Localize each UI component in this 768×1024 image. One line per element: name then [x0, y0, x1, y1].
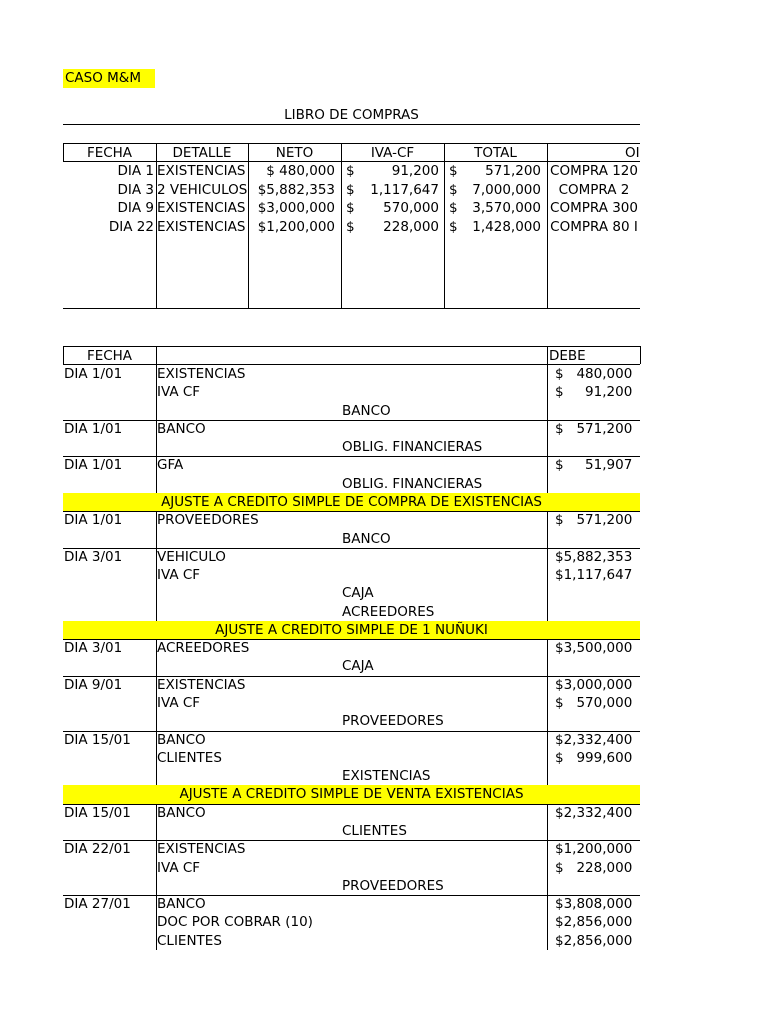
entry-date: DIA 1/01	[64, 512, 123, 529]
adjustment-note: AJUSTE A CREDITO SIMPLE DE 1 NUÑUKI	[215, 621, 488, 638]
debit-account: CLIENTES	[157, 749, 222, 766]
purchase-net: $ 480,000	[266, 163, 335, 179]
purchase-vat-symbol: $	[346, 200, 355, 216]
debit-account: IVA CF	[157, 859, 201, 876]
debit-account: IVA CF	[157, 567, 201, 584]
debit-account: BANCO	[157, 896, 206, 913]
purchase-total: 7,000,000	[472, 181, 541, 198]
debit-account: IVA CF	[157, 384, 201, 401]
debit-amount: $1,200,000	[555, 841, 633, 858]
debit-account: PROVEEDORES	[157, 512, 259, 529]
credit-account: PROVEEDORES	[342, 713, 444, 730]
column-header: OI	[625, 144, 640, 161]
debit-amount: $ 571,200	[555, 420, 633, 437]
debit-amount: $1,117,647	[555, 567, 633, 584]
case-title: CASO M&M	[65, 70, 141, 86]
journal-col-divider	[547, 346, 548, 950]
debit-account: VEHICULO	[157, 548, 226, 565]
purchase-observation: COMPRA 300	[550, 200, 638, 216]
debit-amount: $3,808,000	[555, 896, 633, 913]
debit-account: EXISTENCIAS	[157, 366, 246, 382]
journal-header-right	[640, 346, 641, 364]
debit-account: GFA	[157, 457, 184, 474]
debit-account: BANCO	[157, 420, 206, 437]
debit-amount: $ 228,000	[555, 859, 633, 876]
purchase-total: 571,200	[485, 163, 541, 179]
purchase-observation: COMPRA 120	[550, 163, 638, 179]
purchase-vat: 1,117,647	[370, 181, 439, 198]
debit-amount: $ 51,907	[555, 457, 633, 474]
purchase-date: DIA 22	[108, 218, 154, 235]
debit-account: BANCO	[157, 731, 206, 748]
debit-amount: $ 571,200	[555, 512, 633, 529]
entry-date: DIA 1/01	[64, 457, 123, 474]
debit-amount: $ 999,600	[555, 749, 633, 766]
purchase-vat-symbol: $	[346, 218, 355, 235]
column-header: NETO	[275, 144, 314, 161]
entry-date: DIA 15/01	[64, 804, 131, 821]
title-underline	[63, 124, 640, 125]
debit-account: CLIENTES	[157, 932, 222, 949]
purchase-date: DIA 9	[117, 200, 154, 216]
purchase-detail: EXISTENCIAS	[157, 163, 246, 179]
entry-date: DIA 3/01	[64, 548, 123, 565]
entry-date: DIA 1/01	[64, 420, 123, 437]
debit-amount: $2,332,400	[555, 731, 633, 748]
debit-account: IVA CF	[157, 695, 201, 712]
purchase-vat-symbol: $	[346, 163, 355, 179]
debit-amount: $2,856,000	[555, 914, 633, 931]
table-bottom-border	[63, 308, 640, 309]
purchase-vat: 91,200	[391, 163, 439, 179]
journal-header-debit: DEBE	[549, 347, 586, 364]
credit-account: OBLIG. FINANCIERAS	[342, 475, 483, 492]
purchase-net: $3,000,000	[257, 200, 335, 216]
col-divider	[341, 143, 342, 308]
credit-account: CAJA	[342, 585, 374, 602]
credit-account: CAJA	[342, 658, 374, 675]
column-header: IVA-CF	[370, 144, 415, 161]
debit-amount: $ 480,000	[555, 366, 633, 382]
col-divider	[444, 143, 445, 308]
purchase-date: DIA 3	[117, 181, 154, 198]
debit-account: BANCO	[157, 804, 206, 821]
debit-account: EXISTENCIAS	[157, 841, 246, 858]
purchase-total-symbol: $	[449, 200, 458, 216]
purchase-observation: COMPRA 2	[558, 181, 630, 198]
entry-date: DIA 22/01	[64, 841, 131, 858]
purchase-vat-symbol: $	[346, 181, 355, 198]
purchase-total: 1,428,000	[472, 218, 541, 235]
debit-amount: $3,000,000	[555, 676, 633, 693]
credit-account: OBLIG. FINANCIERAS	[342, 439, 483, 456]
credit-account: BANCO	[342, 402, 391, 419]
purchases-book-title: LIBRO DE COMPRAS	[284, 107, 419, 123]
column-header: FECHA	[86, 144, 133, 161]
entry-date: DIA 15/01	[64, 731, 131, 748]
purchase-detail: EXISTENCIAS	[157, 200, 246, 216]
purchase-detail: 2 VEHICULOS	[157, 181, 248, 198]
credit-account: EXISTENCIAS	[342, 768, 431, 785]
purchase-total-symbol: $	[449, 181, 458, 198]
debit-amount: $ 91,200	[555, 384, 633, 401]
debit-account: ACREEDORES	[157, 640, 250, 657]
purchase-vat: 228,000	[383, 218, 439, 235]
debit-account: DOC POR COBRAR (10)	[157, 914, 313, 931]
adjustment-note: AJUSTE A CREDITO SIMPLE DE COMPRA DE EXISTENCIAS	[161, 493, 542, 510]
purchase-observation: COMPRA 80 I	[550, 218, 638, 235]
column-header: DETALLE	[172, 144, 232, 161]
credit-account: ACREEDORES	[342, 603, 435, 620]
entry-date: DIA 1/01	[64, 366, 123, 382]
debit-amount: $2,856,000	[555, 932, 633, 949]
purchase-total: 3,570,000	[472, 200, 541, 216]
purchase-net: $1,200,000	[257, 218, 335, 235]
purchase-date: DIA 1	[117, 163, 154, 179]
purchase-total-symbol: $	[449, 218, 458, 235]
credit-account: PROVEEDORES	[342, 877, 444, 894]
entry-date: DIA 27/01	[64, 896, 131, 913]
entry-date: DIA 9/01	[64, 676, 123, 693]
credit-account: BANCO	[342, 530, 391, 547]
entry-date: DIA 3/01	[64, 640, 123, 657]
debit-amount: $5,882,353	[555, 548, 633, 565]
purchase-vat: 570,000	[383, 200, 439, 216]
debit-amount: $2,332,400	[555, 804, 633, 821]
credit-account: CLIENTES	[342, 823, 407, 839]
debit-account: EXISTENCIAS	[157, 676, 246, 693]
adjustment-note: AJUSTE A CREDITO SIMPLE DE VENTA EXISTENCIAS	[179, 786, 524, 803]
purchase-detail: EXISTENCIAS	[157, 218, 246, 235]
column-header: TOTAL	[474, 144, 517, 161]
debit-amount: $ 570,000	[555, 695, 633, 712]
debit-amount: $3,500,000	[555, 640, 633, 657]
purchase-net: $5,882,353	[257, 181, 335, 198]
journal-header-date: FECHA	[86, 347, 133, 364]
purchase-total-symbol: $	[449, 163, 458, 179]
